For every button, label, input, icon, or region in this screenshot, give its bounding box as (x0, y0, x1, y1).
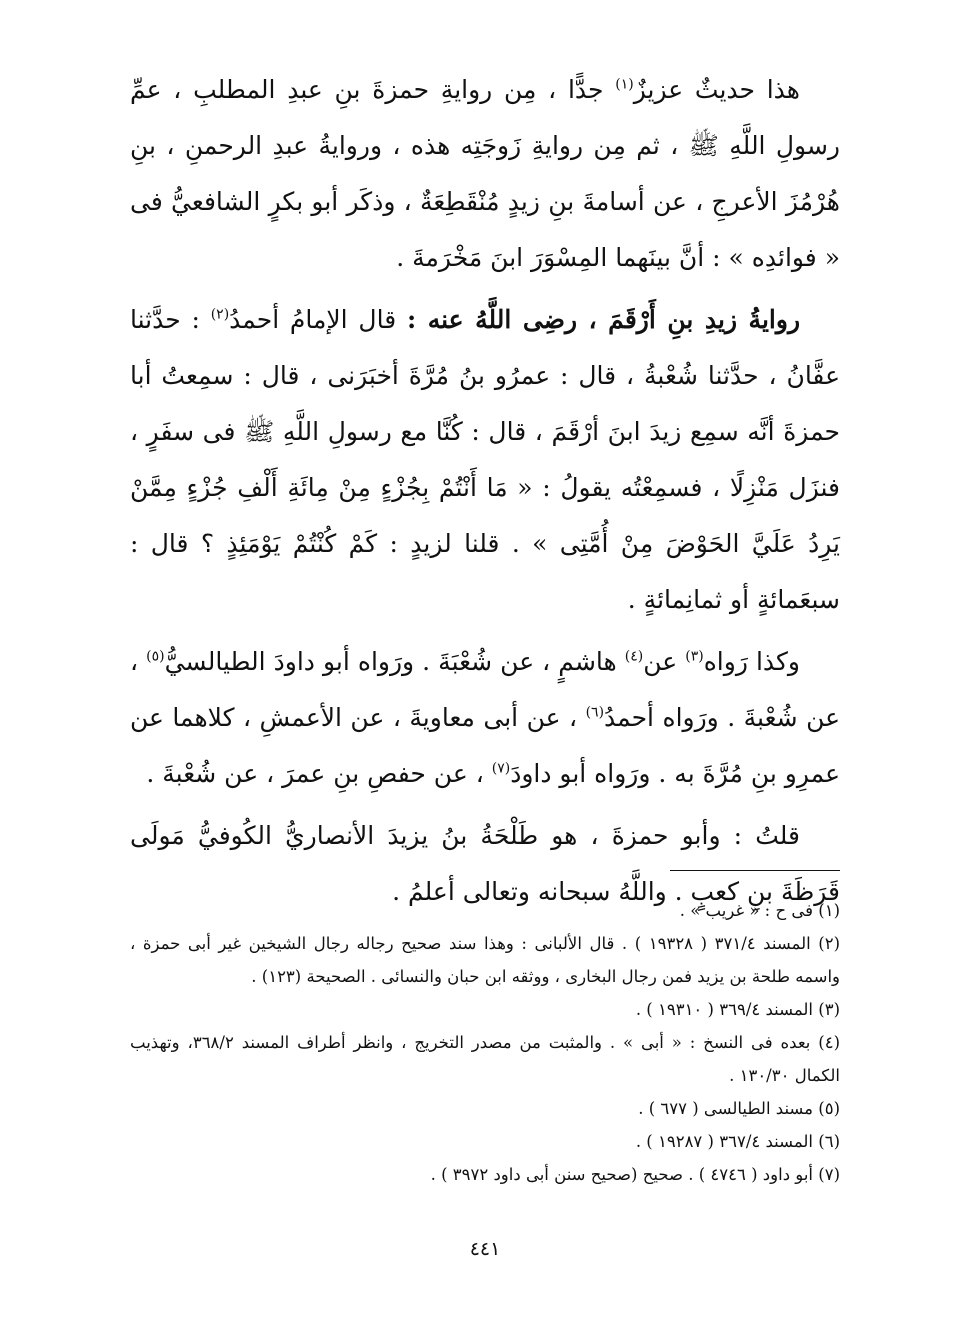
text-segment: وكذا رَواه (703, 647, 800, 676)
section-heading: روايةُ زيدِ بنِ أَرْقَمَ ، رضِى اللَّهُ عنه : (406, 305, 801, 334)
text-segment: هذا حديثٌ عزيزٌ (633, 75, 800, 104)
footnote-3: (٣) المسند ٣٦٩/٤ ( ١٩٣١٠ ) . (635, 1000, 840, 1019)
footnote-2: (٢) المسند ٣٧١/٤ ( ١٩٣٢٨ ) . قال الألبانى : وهذا سند صحيح رجاله رجال الشيخين غير أبى حمزة ، واسمه طلحة بن يزيد فمن رجال البخارى ، ووثقه ابن حبان والنسائى . الصحيحة (١٢٣) . (130, 934, 840, 986)
paragraph-1 (130, 62, 840, 286)
footnote-ref-3[interactable]: (٣) (685, 648, 704, 665)
text-segment: ، عن حفصِ بنِ عمرَ ، عن شُعْبةَ . (146, 759, 492, 788)
footnote-ref-1[interactable]: (١) (615, 76, 634, 93)
footnotes (130, 894, 840, 1191)
text-segment: قال الإمامُ أحمدُ (229, 305, 407, 334)
footnote-ref-4[interactable]: (٤) (624, 648, 644, 665)
footnote-ref-6[interactable]: (٦) (585, 704, 605, 721)
footnote-5: (٥) مسند الطيالسى ( ٦٧٧ ) . (638, 1099, 840, 1118)
main-text (130, 62, 840, 920)
footnote-ref-7[interactable]: (٧) (491, 760, 511, 777)
page-number: ٤٤١ (469, 1238, 501, 1260)
text-segment: هاشمٍ ، عن شُعْبَةَ . ورَواه أبو داودَ الطيالسيُّ (164, 647, 625, 676)
footnote-1: (١) فى ح : « غريب » . (679, 901, 840, 920)
paragraph-2 (130, 292, 840, 628)
paragraph-3 (130, 634, 840, 802)
text-segment: جدًّا ، مِن روايةِ حمزةَ بنِ عبدِ المطلبِ ، عمِّ رسولِ اللَّهِ ﷺ ، ثم مِن روايةِ زَوجَتِه هذه ، وروايةُ عبدِ الرحمنِ ، بنِ هُرْمُزَ الأعرجِ ، عن أسامةَ بنِ زيدٍ مُنْقَطِعَةٌ ، وذكَر أبو بكرٍ الشافعيُّ فى « فوائدِه » : أنَّ بينَهما المِسْوَرَ ابنَ مَخْرَمةَ . (130, 75, 840, 272)
footnote-ref-2[interactable]: (٢) (210, 306, 230, 323)
text-segment: : حدَّثنا عفَّانُ ، حدَّثنا شُعْبةُ ، قال : عمرُو بنُ مُرَّةَ أخبَرَنى ، قال : سمِعتُ أبا حمزةَ أنَّه سمِع زيدَ ابنَ أرْقَمَ ، قال : كُنَّا مع رسولِ اللَّهِ ﷺ فى سفَرٍ ، فنزَل مَنْزِلًا ، فسمِعْتُه يقولُ : « مَا أَنْتُمْ بِجُزْءٍ مِنْ مِائَةِ أَلْفِ جُزْءٍ مِمَّنْ يَرِدُ عَلَيَّ الحَوْضَ مِنْ أُمَّتِى » . قلنا لزيدٍ : كَمْ كُنْتُمْ يَوْمَئِذٍ ؟ قال : سبعَمائةٍ أو ثمانِمائةٍ . (130, 305, 840, 614)
footnote-4: (٤) بعده فى النسخ : « أبى » . والمثبت من مصدر التخريج ، وانظر أطراف المسند ٣٦٨/٢، وتهذيب الكمال ١٣٠/٣٠ . (130, 1033, 840, 1085)
footnote-6: (٦) المسند ٣٦٧/٤ ( ١٩٢٨٧ ) . (635, 1132, 840, 1151)
text-segment: عن (643, 647, 686, 676)
text-segment: ، عن شُعْبةَ . ورَواه أحمدُ (130, 647, 841, 732)
text-segment: قلتُ : وأبو حمزةَ ، هو طَلْحَةُ بنُ يزيدَ الأنصاريُّ الكُوفيُّ مَولَى قَرَظَةَ بنِ كعبٍ . واللَّهُ سبحانه وتعالى أعلمُ . (130, 821, 840, 906)
footnote-divider (670, 870, 840, 871)
footnote-7: (٧) أبو داود ( ٤٧٤٦ ) . صحيح (صحيح سنن أبى داود ٣٩٧٢ ) . (430, 1165, 840, 1184)
text-segment: ، عن أبى معاويةَ ، عن الأعمشِ ، كلاهما عن عمرِو بنِ مُرَّةَ به . ورَواه أبو داودَ (130, 703, 840, 788)
book-page (130, 62, 840, 1312)
footnote-ref-5[interactable]: (٥) (146, 648, 165, 665)
